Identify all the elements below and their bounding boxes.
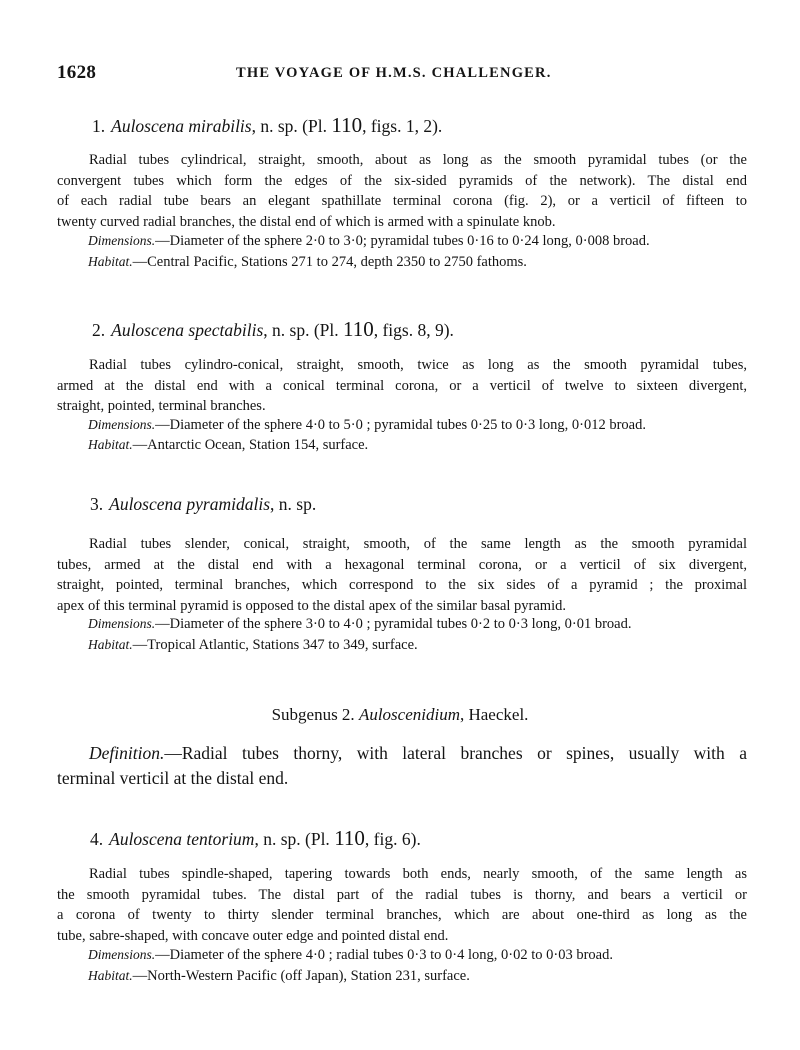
dimensions-text: —Diameter of the sphere 4·0 to 5·0 ; pyramidal tubes 0·25 to 0·3 long, 0·012 broad. [155,417,646,433]
description-line: a corona of twenty to thirty slender terminal branches, which are about one-third as long as the [57,907,747,923]
description-line: Radial tubes slender, conical, straight, smooth, of the same length as the smooth pyramidal [89,536,747,552]
species-4-dimensions [88,947,613,964]
description-line: apex of this terminal pyramid is opposed to the distal apex of the similar basal pyramid. [57,597,566,614]
description-line: armed at the distal end with a conical terminal corona, or a verticil of twelve to sixteen divergent, [57,377,747,394]
plate-number: 110 [331,113,363,137]
definition-label: Definition. [89,743,165,763]
species-suffix: , n. sp. (Pl. [263,320,343,340]
species-name: Auloscena tentorium [109,829,255,849]
description-line: tube, sabre-shaped, with concave outer edge and pointed distal end. [57,927,449,944]
species-2-habitat [88,437,368,454]
figure-reference: , figs. 8, 9). [373,320,454,340]
species-name: Auloscena pyramidalis [109,494,271,514]
description-line: of each radial tube bears an elegant spathillate terminal corona (fig. 2), or a verticil of fifteen to [57,193,747,209]
page-number: 1628 [57,62,97,83]
subgenus-name: Auloscenidium [358,705,460,724]
habitat-text: —Central Pacific, Stations 271 to 274, depth 2350 to 2750 fathoms. [132,254,527,270]
species-3-dimensions [88,616,632,633]
species-2-heading [92,317,454,342]
habitat-label: Habitat. [88,254,133,269]
habitat-label: Habitat. [88,437,133,452]
description-line: the smooth pyramidal tubes. The distal part of the radial tubes is thorny, and bears a verticil or [57,886,747,903]
species-3-habitat [88,637,418,654]
description-line: straight, pointed, terminal branches. [57,398,266,414]
species-number: 3. [90,494,104,514]
species-suffix: , n. sp. (Pl. [251,116,332,136]
description-line: twenty curved radial branches, the distal end of which is armed with a spinulate knob. [57,213,556,230]
species-4-description [57,864,747,946]
subgenus-heading [0,705,800,725]
dimensions-label: Dimensions. [88,417,156,432]
habitat-label: Habitat. [88,968,133,983]
species-1-dimensions [88,233,650,250]
species-2-description [57,355,747,417]
species-3-description [57,534,747,616]
plate-number: 110 [343,317,374,341]
species-1-habitat [88,254,527,271]
dimensions-text: —Diameter of the sphere 2·0 to 3·0; pyramidal tubes 0·16 to 0·24 long, 0·008 broad. [155,233,650,249]
dimensions-text: —Diameter of the sphere 3·0 to 4·0 ; pyramidal tubes 0·2 to 0·3 long, 0·01 broad. [155,616,632,632]
habitat-label: Habitat. [88,637,133,652]
species-2-dimensions [88,417,646,434]
definition-text: —Radial tubes thorny, with lateral branches or spines, usually with a [164,743,747,763]
species-suffix: , n. sp. (Pl. [254,829,335,849]
species-suffix: , n. sp. [270,494,317,514]
species-1-heading [92,113,442,138]
running-header [0,62,800,86]
description-line: convergent tubes which form the edges of the six-sided pyramids of the network). The distal end [57,172,747,189]
habitat-text: —Tropical Atlantic, Stations 347 to 349, surface. [132,637,418,653]
definition-line: terminal verticil at the distal end. [57,768,289,788]
species-3-heading [90,494,316,515]
description-line: Radial tubes cylindro-conical, straight, smooth, twice as long as the smooth pyramidal tubes, [89,357,747,373]
figure-reference: , figs. 1, 2). [362,116,443,136]
dimensions-label: Dimensions. [88,233,156,248]
subgenus-suffix: , Haeckel. [459,705,529,724]
subgenus-definition [57,741,747,791]
species-1-description [57,150,747,232]
plate-number: 110 [334,826,365,850]
subgenus-prefix: Subgenus 2. [271,705,359,724]
definition-line [57,741,747,766]
species-number: 2. [92,320,106,340]
habitat-text: —Antarctic Ocean, Station 154, surface. [132,437,369,453]
species-name: Auloscena mirabilis [111,116,252,136]
description-line: Radial tubes spindle-shaped, tapering towards both ends, nearly smooth, of the same length as [89,866,747,882]
species-name: Auloscena spectabilis [111,320,264,340]
description-line: tubes, armed at the distal end with a hexagonal terminal corona, or a verticil of six divergent, [57,556,747,573]
species-4-heading [90,826,421,851]
figure-reference: , fig. 6). [364,829,421,849]
dimensions-label: Dimensions. [88,616,156,631]
dimensions-text: —Diameter of the sphere 4·0 ; radial tubes 0·3 to 0·4 long, 0·02 to 0·03 broad. [155,947,613,963]
habitat-text: —North-Western Pacific (off Japan), Station 231, surface. [132,968,470,984]
species-number: 4. [90,829,104,849]
running-title: THE VOYAGE OF H.M.S. CHALLENGER. [236,65,552,81]
description-line: straight, pointed, terminal branches, which correspond to the six sides of a pyramid ; the proximal [57,577,747,593]
species-4-habitat [88,968,470,985]
dimensions-label: Dimensions. [88,947,156,962]
description-line: Radial tubes cylindrical, straight, smooth, about as long as the smooth pyramidal tubes (or the [89,152,747,168]
species-number: 1. [92,116,106,136]
